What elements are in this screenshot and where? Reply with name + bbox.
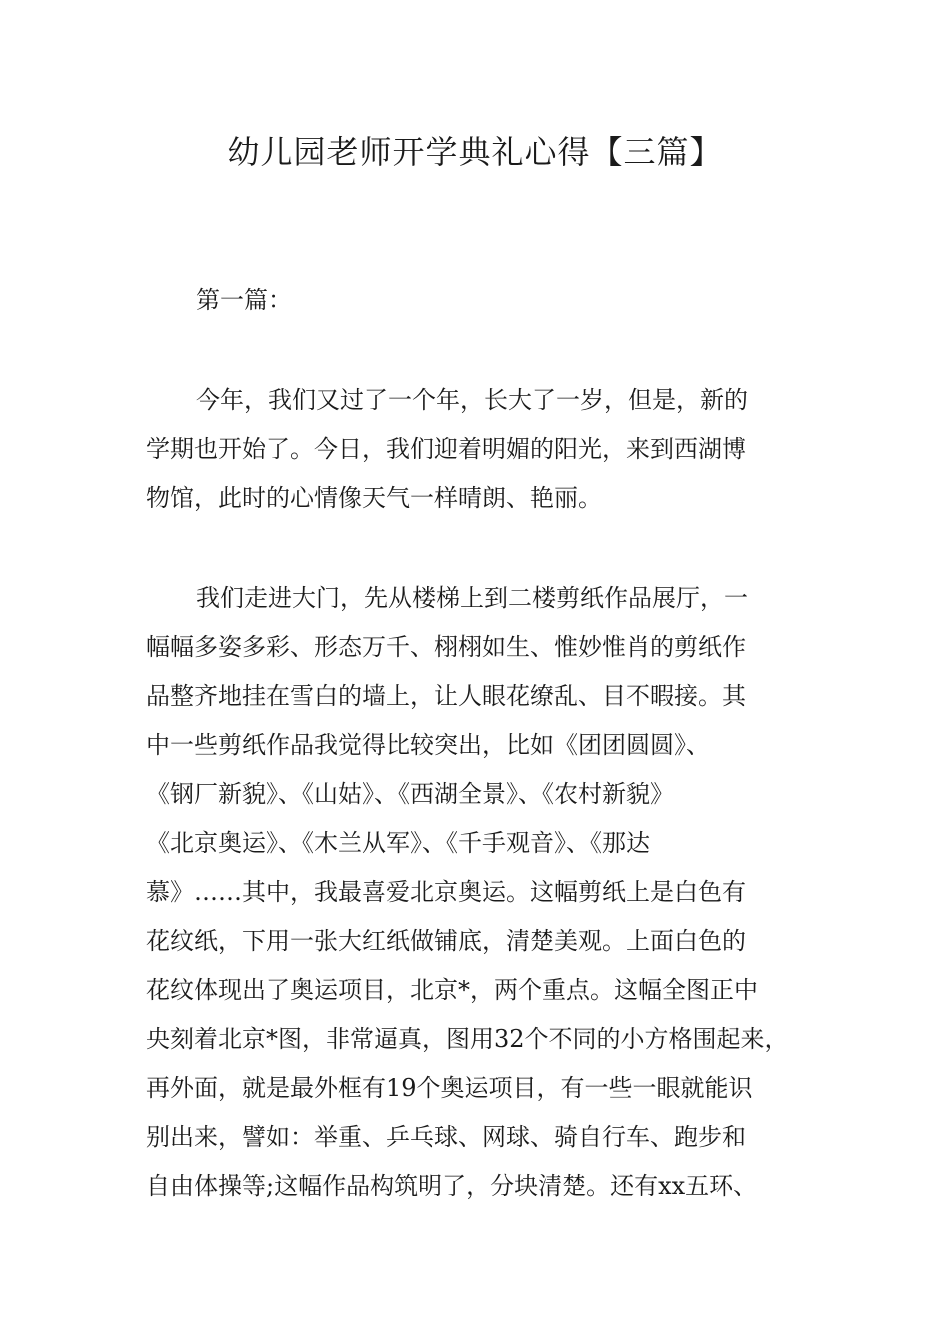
paragraph-line: 花纹体现出了奥运项目，北京*，两个重点。这幅全图正中	[146, 976, 758, 1004]
paragraph-line: 我们走进大门，先从楼梯上到二楼剪纸作品展厅，一	[196, 584, 748, 612]
paragraph-line: 别出来，譬如：举重、乒乓球、网球、骑自行车、跑步和	[146, 1123, 746, 1151]
paragraph-line: 《钢厂新貌》、《山姑》、《西湖全景》、《农村新貌》	[146, 780, 674, 808]
paragraph-line: 幅幅多姿多彩、形态万千、栩栩如生、惟妙惟肖的剪纸作	[146, 633, 746, 661]
paragraph-1	[146, 376, 806, 523]
paragraph-line: 慕》……其中，我最喜爱北京奥运。这幅剪纸上是白色有	[146, 878, 746, 906]
paragraph-line: 今年，我们又过了一个年，长大了一岁，但是，新的	[196, 386, 748, 414]
paragraph-line: 再外面，就是最外框有19个奥运项目，有一些一眼就能识	[146, 1074, 753, 1102]
paragraph-line: 《北京奥运》、《木兰从军》、《千手观音》、《那达	[146, 829, 650, 857]
paragraph-line: 学期也开始了。今日，我们迎着明媚的阳光，来到西湖博	[146, 435, 746, 463]
paragraph-line: 中一些剪纸作品我觉得比较突出，比如《团团圆圆》、	[146, 731, 710, 759]
paragraph-line: 央刻着北京*图，非常逼真，图用32个不同的小方格围起来，	[146, 1025, 789, 1053]
paragraph-line: 自由体操等;这幅作品构筑明了，分块清楚。还有xx五环、	[146, 1172, 758, 1200]
document-title: 幼儿园老师开学典礼心得【三篇】	[227, 133, 723, 171]
section-label: 第一篇：	[196, 286, 292, 314]
paragraph-line: 物馆，此时的心情像天气一样晴朗、艳丽。	[146, 484, 602, 512]
paragraph-line: 品整齐地挂在雪白的墙上，让人眼花缭乱、目不暇接。其	[146, 682, 746, 710]
paragraph-2	[146, 574, 806, 1211]
paragraph-line: 花纹纸，下用一张大红纸做铺底，清楚美观。上面白色的	[146, 927, 746, 955]
